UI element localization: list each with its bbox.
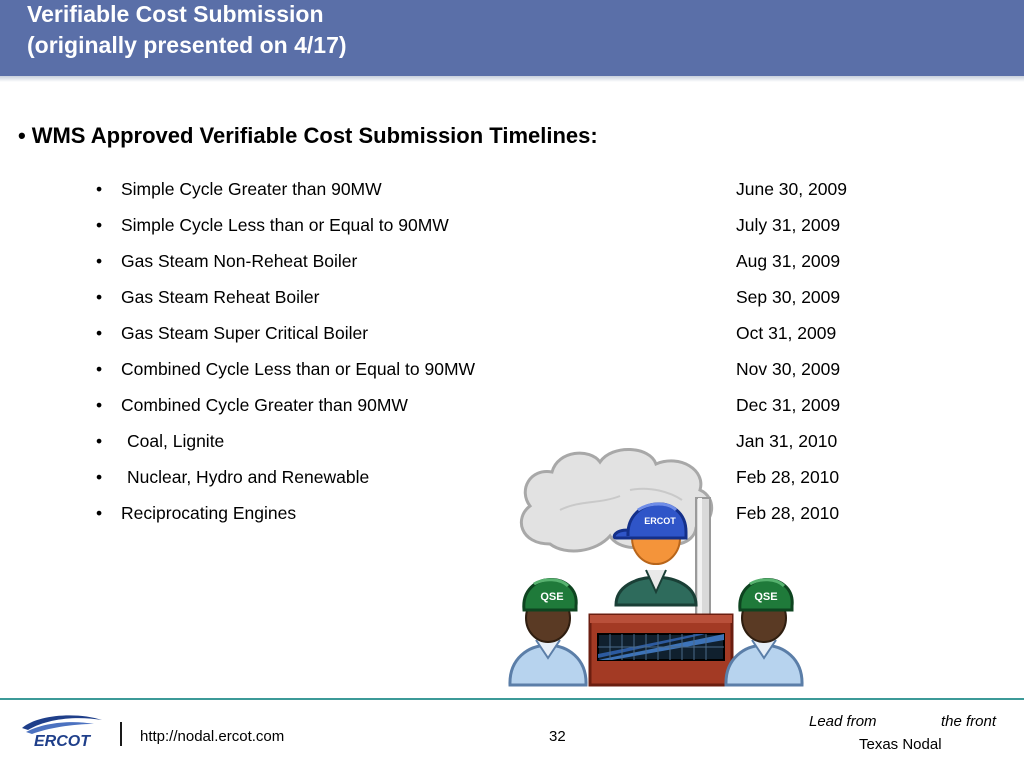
ercot-hat-label: ERCOT xyxy=(644,516,676,526)
footer-separator xyxy=(120,722,122,746)
timeline-item xyxy=(96,359,876,385)
timeline-label: Combined Cycle Less than or Equal to 90MW xyxy=(121,359,476,379)
slide-title-line-1: Verifiable Cost Submission xyxy=(27,1,324,27)
timeline-date: July 31, 2009 xyxy=(736,215,841,235)
list-bullet: • xyxy=(96,215,103,235)
qse-worker-left xyxy=(510,579,586,685)
timeline-label: Reciprocating Engines xyxy=(121,503,297,523)
timeline-item xyxy=(96,503,876,529)
timeline-item xyxy=(96,215,876,241)
timeline-date: Oct 31, 2009 xyxy=(736,323,837,343)
list-bullet: • xyxy=(96,359,103,379)
list-bullet: • xyxy=(96,503,103,523)
timeline-date: Dec 31, 2009 xyxy=(736,395,841,415)
title-bar xyxy=(0,0,1024,76)
timeline-item xyxy=(96,179,876,205)
power-plant-illustration xyxy=(500,440,820,700)
timeline-label: Simple Cycle Greater than 90MW xyxy=(121,179,382,199)
list-bullet: • xyxy=(96,323,103,343)
heading-text: WMS Approved Verifiable Cost Submission Timelines: xyxy=(31,123,598,148)
list-bullet: • xyxy=(96,431,103,451)
timeline-label: Nuclear, Hydro and Renewable xyxy=(127,467,370,487)
timeline-item xyxy=(96,251,876,277)
ercot-logo xyxy=(18,712,108,755)
list-bullet: • xyxy=(96,467,103,487)
title-bar-shadow xyxy=(0,76,1024,82)
heading-bullet: • xyxy=(18,123,26,148)
tagline-texas-nodal: Texas Nodal xyxy=(859,736,942,753)
timeline-date: June 30, 2009 xyxy=(736,179,847,199)
logo-wordmark: ERCOT xyxy=(34,733,90,750)
timeline-date: Jan 31, 2010 xyxy=(736,431,838,451)
footer-divider xyxy=(0,698,1024,700)
timeline-item xyxy=(96,323,876,349)
timeline-date: Sep 30, 2009 xyxy=(736,287,841,307)
timeline-label: Gas Steam Super Critical Boiler xyxy=(121,323,369,343)
timeline-label: Simple Cycle Less than or Equal to 90MW xyxy=(121,215,449,235)
list-bullet: • xyxy=(96,395,103,415)
slide-title-line-2: (originally presented on 4/17) xyxy=(27,32,347,58)
tagline-the-front: the front xyxy=(941,713,997,730)
timeline-label: Gas Steam Reheat Boiler xyxy=(121,287,320,307)
ercot-logo-graphic xyxy=(18,712,108,750)
list-bullet: • xyxy=(96,251,103,271)
timeline-item xyxy=(96,395,876,421)
timeline-label: Gas Steam Non-Reheat Boiler xyxy=(121,251,358,271)
power-plant-clipart xyxy=(500,440,820,695)
tagline-lead-from: Lead from xyxy=(809,713,877,730)
page-number: 32 xyxy=(549,728,566,745)
qse-worker-right xyxy=(726,579,802,685)
timeline-label: Combined Cycle Greater than 90MW xyxy=(121,395,408,415)
timeline-label: Coal, Lignite xyxy=(127,431,225,451)
timeline-date: Aug 31, 2009 xyxy=(736,251,841,271)
footer-url-link[interactable]: http://nodal.ercot.com xyxy=(140,728,285,745)
qse-hat-label-left: QSE xyxy=(540,591,564,603)
list-bullet: • xyxy=(96,179,103,199)
timeline-date: Feb 28, 2010 xyxy=(736,467,840,487)
timeline-date: Nov 30, 2009 xyxy=(736,359,841,379)
qse-hat-label-right: QSE xyxy=(754,591,778,603)
section-heading xyxy=(18,123,598,149)
timeline-item xyxy=(96,287,876,313)
list-bullet: • xyxy=(96,287,103,307)
timeline-date: Feb 28, 2010 xyxy=(736,503,840,523)
